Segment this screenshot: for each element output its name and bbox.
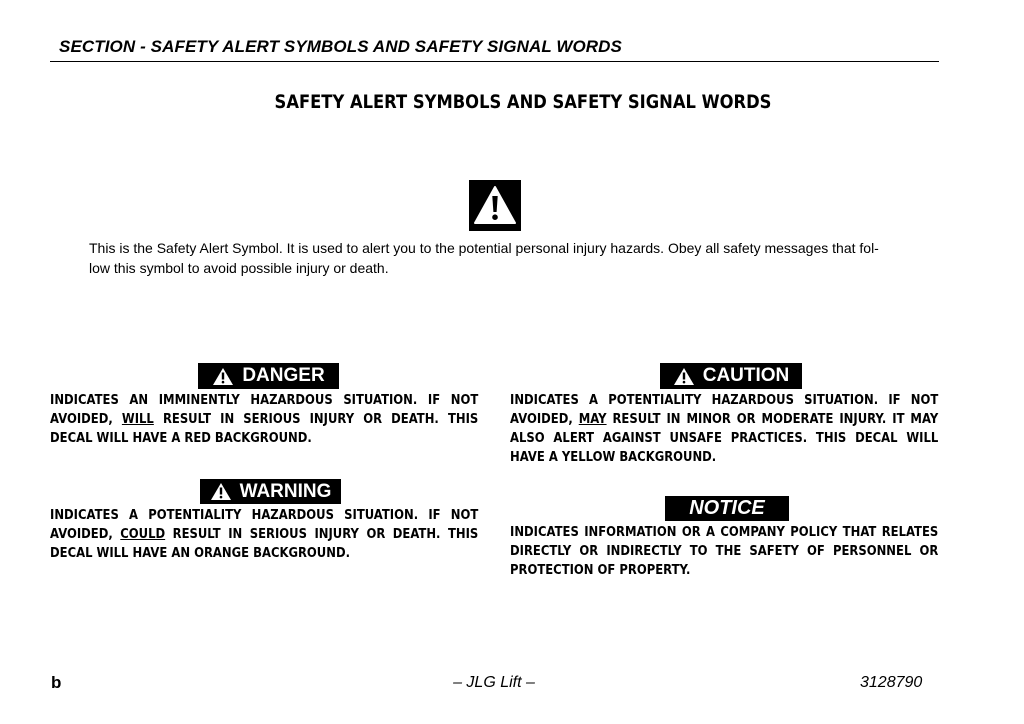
emphasis-word: WILL (121, 411, 154, 427)
caution-label-text: CAUTION (702, 365, 790, 386)
description-line: HAVE A YELLOW BACKGROUND. (510, 449, 717, 465)
warning-triangle-icon (212, 367, 234, 386)
description-line: AVOIDED, COULD RESULT IN SERIOUS INJURY OR DEATH. THIS (50, 526, 479, 542)
description-line: DECAL WILL HAVE A RED BACKGROUND. (50, 430, 312, 446)
description-line: PROTECTION OF PROPERTY. (510, 562, 691, 578)
warning-label-text: WARNING (239, 480, 332, 502)
caution-description (510, 391, 938, 467)
warning-description (50, 506, 478, 563)
emphasis-word: COULD (120, 526, 166, 542)
document-number: 3128790 (860, 674, 923, 691)
warning-triangle-icon (210, 482, 232, 501)
header-divider (50, 61, 939, 62)
notice-label-text: NOTICE (689, 497, 765, 519)
intro-line: This is the Safety Alert Symbol. It is used to alert you to the potential personal injury hazards. Obey all safety messages that fol- (89, 240, 879, 256)
description-line: INDICATES A POTENTIALITY HAZARDOUS SITUATION. IF NOT (50, 507, 479, 523)
page-title: SAFETY ALERT SYMBOLS AND SAFETY SIGNAL WORDS (274, 91, 772, 113)
warning-triangle-icon (673, 367, 695, 386)
page-number: b (51, 673, 62, 692)
description-line: ALSO ALERT AGAINST UNSAFE PRACTICES. THIS DECAL WILL (510, 430, 939, 446)
description-line: INDICATES A POTENTIALITY HAZARDOUS SITUATION. IF NOT (510, 392, 939, 408)
intro-line: low this symbol to avoid possible injury or death. (89, 260, 389, 276)
safety-alert-symbol-icon (469, 180, 521, 231)
footer-brand: – JLG Lift – (453, 674, 535, 691)
description-line: AVOIDED, MAY RESULT IN MINOR OR MODERATE INJURY. IT MAY (510, 411, 939, 427)
intro-text (89, 238, 919, 278)
danger-description (50, 391, 478, 448)
danger-label-text: DANGER (242, 365, 325, 386)
description-line: INDICATES INFORMATION OR A COMPANY POLICY THAT RELATES (510, 524, 939, 540)
emphasis-word: MAY (578, 411, 607, 427)
warning-label (200, 479, 341, 504)
description-line: DECAL WILL HAVE AN ORANGE BACKGROUND. (50, 545, 350, 561)
caution-label (660, 363, 802, 389)
danger-label (198, 363, 339, 389)
section-header: SECTION - SAFETY ALERT SYMBOLS AND SAFETY SIGNAL WORDS (59, 37, 622, 56)
description-line: AVOIDED, WILL RESULT IN SERIOUS INJURY OR DEATH. THIS (50, 411, 479, 427)
description-line: DIRECTLY OR INDIRECTLY TO THE SAFETY OF PERSONNEL OR (510, 543, 939, 559)
description-line: INDICATES AN IMMINENTLY HAZARDOUS SITUATION. IF NOT (50, 392, 479, 408)
notice-label (665, 496, 789, 521)
notice-description (510, 523, 938, 580)
